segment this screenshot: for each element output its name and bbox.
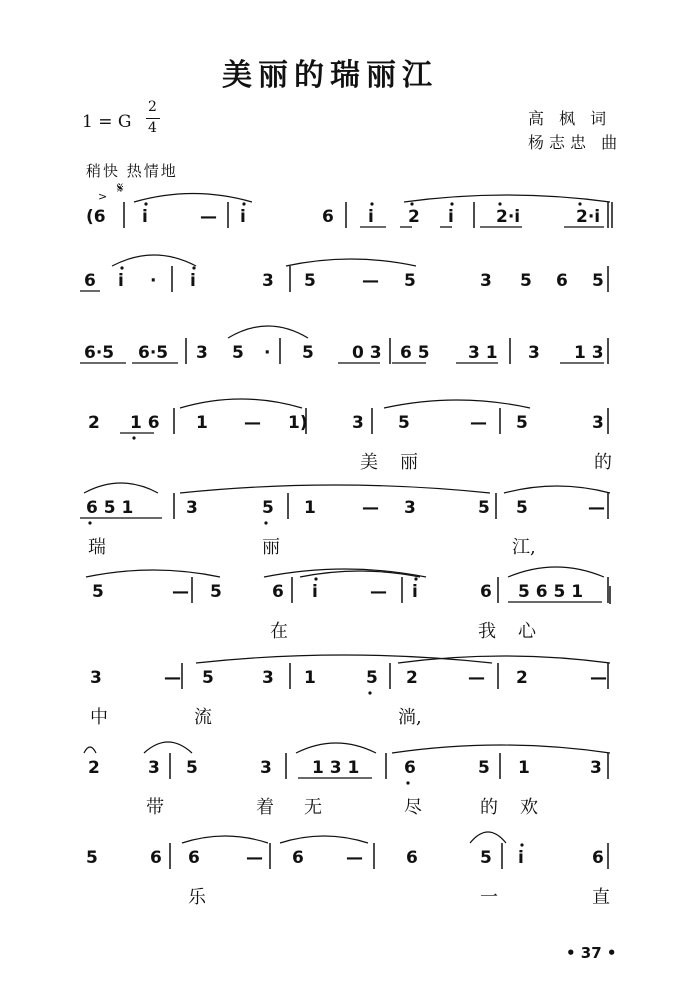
note: 5	[520, 271, 532, 291]
time-signature-top: 2	[148, 99, 157, 115]
slur	[84, 483, 158, 493]
svg-text:𝄋: 𝄋	[117, 179, 124, 197]
octave-dots	[88, 202, 584, 846]
note: 6 5	[400, 343, 430, 363]
note: ·	[150, 271, 157, 291]
note: 2·i	[576, 207, 601, 227]
lyric-syllable: 的	[480, 797, 498, 818]
slur	[504, 486, 610, 493]
note: 3	[404, 498, 416, 518]
lyric-syllable: 直	[592, 887, 610, 908]
song-title: 美丽的瑞丽江	[222, 58, 438, 93]
note: 1	[518, 758, 530, 778]
note: —	[362, 498, 379, 518]
slur	[180, 485, 490, 493]
note: 6·5	[84, 343, 115, 363]
note: ·	[264, 343, 271, 363]
note: 6	[480, 582, 492, 602]
slur	[228, 326, 308, 338]
slur	[134, 194, 252, 203]
note: 5	[478, 758, 490, 778]
note: 1	[196, 413, 208, 433]
slur	[404, 195, 610, 202]
composer-credit: 杨志忠 曲	[528, 133, 623, 152]
high-octave-dot	[410, 202, 413, 205]
lyric-syllable: 江,	[512, 537, 536, 558]
note: i	[190, 271, 196, 291]
time-signature-bottom: 4	[148, 120, 157, 136]
note: 2	[406, 668, 418, 688]
note: 5	[398, 413, 410, 433]
note: 6	[556, 271, 568, 291]
high-octave-dot	[520, 843, 523, 846]
low-octave-dot	[406, 781, 409, 784]
note: —	[370, 582, 387, 602]
note: 2·i	[496, 207, 521, 227]
slur	[112, 255, 196, 266]
note: —	[164, 668, 181, 688]
lyric-syllable: 我	[478, 621, 496, 642]
low-octave-dot	[88, 521, 91, 524]
high-octave-dot	[414, 577, 417, 580]
lyric-syllable: 美	[360, 452, 378, 473]
note: 6	[404, 758, 416, 778]
note: —	[244, 413, 261, 433]
slur	[470, 832, 506, 843]
note: i	[312, 582, 318, 602]
note: 6	[272, 582, 284, 602]
note: 5	[210, 582, 222, 602]
low-octave-dot	[368, 691, 371, 694]
note: 5	[302, 343, 314, 363]
high-octave-dot	[578, 202, 581, 205]
lyricist-credit: 高 枫 词	[528, 109, 612, 128]
note: 3	[262, 271, 274, 291]
slur	[392, 745, 610, 753]
note: 5	[262, 498, 274, 518]
slur	[508, 567, 604, 577]
note: i	[368, 207, 374, 227]
note: 1	[304, 498, 316, 518]
note: 2	[88, 758, 100, 778]
note: 2	[408, 207, 420, 227]
note: 5	[480, 848, 492, 868]
note: 6 5 1	[86, 498, 134, 518]
lyric-syllable: 欢	[520, 797, 538, 818]
lyric-syllable: 淌,	[398, 707, 422, 728]
note: 5	[516, 498, 528, 518]
note: i	[240, 207, 246, 227]
note: 1 6	[130, 413, 160, 433]
high-octave-dot	[242, 202, 245, 205]
lyric-syllable: 着	[256, 797, 274, 818]
slur	[86, 570, 220, 577]
lyric-syllable: 心	[518, 621, 536, 642]
lyric-syllable: 带	[146, 797, 164, 818]
note: 3 1	[468, 343, 498, 363]
page-number: • 37 •	[566, 944, 617, 962]
note: 5	[404, 271, 416, 291]
lyric-syllable: 丽	[400, 452, 418, 473]
note: 5	[186, 758, 198, 778]
note: i	[448, 207, 454, 227]
note: 5	[366, 668, 378, 688]
slur	[180, 399, 302, 408]
note: —	[246, 848, 263, 868]
note: 5	[86, 848, 98, 868]
note: 3	[352, 413, 364, 433]
note: 6	[322, 207, 334, 227]
note: 1	[304, 668, 316, 688]
slur	[280, 836, 368, 843]
slur	[84, 747, 96, 753]
lyric-syllable: 丽	[262, 537, 280, 558]
slur	[196, 655, 492, 663]
high-octave-dot	[370, 202, 373, 205]
note: 5	[202, 668, 214, 688]
lyric-syllable: 乐	[188, 887, 206, 908]
low-octave-dot	[132, 436, 135, 439]
lyric-syllable: 瑞	[88, 537, 106, 558]
note: i	[518, 848, 524, 868]
note: 3	[480, 271, 492, 291]
lyric-syllable: 流	[194, 707, 212, 728]
slur	[144, 742, 192, 753]
slur	[296, 743, 376, 753]
slur	[300, 571, 420, 577]
high-octave-dot	[192, 266, 195, 269]
note: 6	[188, 848, 200, 868]
note: 3	[528, 343, 540, 363]
note: 2	[88, 413, 100, 433]
high-octave-dot	[144, 202, 147, 205]
segno-sign	[98, 179, 124, 203]
note: 2	[516, 668, 528, 688]
note: —	[588, 498, 605, 518]
note: 1 3 1	[312, 758, 360, 778]
note: 5	[232, 343, 244, 363]
note: (6	[86, 207, 106, 227]
note: 3	[260, 758, 272, 778]
high-octave-dot	[314, 577, 317, 580]
high-octave-dot	[498, 202, 501, 205]
note: 3	[262, 668, 274, 688]
tempo-marking: 稍快 热情地	[86, 162, 178, 180]
note: 3	[148, 758, 160, 778]
high-octave-dot	[120, 266, 123, 269]
note: 3	[590, 758, 602, 778]
note: 5	[592, 271, 604, 291]
note: 3	[592, 413, 604, 433]
slur	[182, 836, 268, 843]
note: i	[412, 582, 418, 602]
lyric-syllable: 在	[270, 621, 288, 642]
lyric-syllable: 尽	[404, 797, 422, 818]
slur	[398, 656, 610, 663]
slur	[286, 259, 416, 266]
note: 3	[196, 343, 208, 363]
note: 6·5	[138, 343, 169, 363]
note: 5	[516, 413, 528, 433]
note: 5	[92, 582, 104, 602]
note: 0 3	[352, 343, 382, 363]
note: 6	[150, 848, 162, 868]
svg-text:>: >	[98, 190, 108, 203]
note: —	[200, 207, 217, 227]
note: 6	[406, 848, 418, 868]
note: 3	[186, 498, 198, 518]
note: 5 6 5 1	[518, 582, 584, 602]
note: 6	[292, 848, 304, 868]
note: 3	[90, 668, 102, 688]
low-octave-dot	[264, 521, 267, 524]
slur	[264, 569, 426, 577]
note: 5	[304, 271, 316, 291]
note: —	[362, 271, 379, 291]
note: —	[172, 582, 189, 602]
lyric-syllable: 一	[480, 887, 498, 908]
lyric-syllable: 中	[90, 707, 108, 728]
note: 1 3	[574, 343, 604, 363]
note: —	[468, 668, 485, 688]
slur	[384, 400, 530, 408]
note: i	[142, 207, 148, 227]
high-octave-dot	[450, 202, 453, 205]
note: —	[590, 668, 607, 688]
note: —	[470, 413, 487, 433]
note: 6	[84, 271, 96, 291]
key-signature: 1 = G	[82, 112, 132, 132]
note: 1)	[288, 413, 308, 433]
lyric-syllable: 的	[594, 452, 612, 473]
note: i	[118, 271, 124, 291]
note: 6	[592, 848, 604, 868]
note: 5	[478, 498, 490, 518]
note: —	[346, 848, 363, 868]
lyric-syllable: 无	[304, 797, 322, 818]
